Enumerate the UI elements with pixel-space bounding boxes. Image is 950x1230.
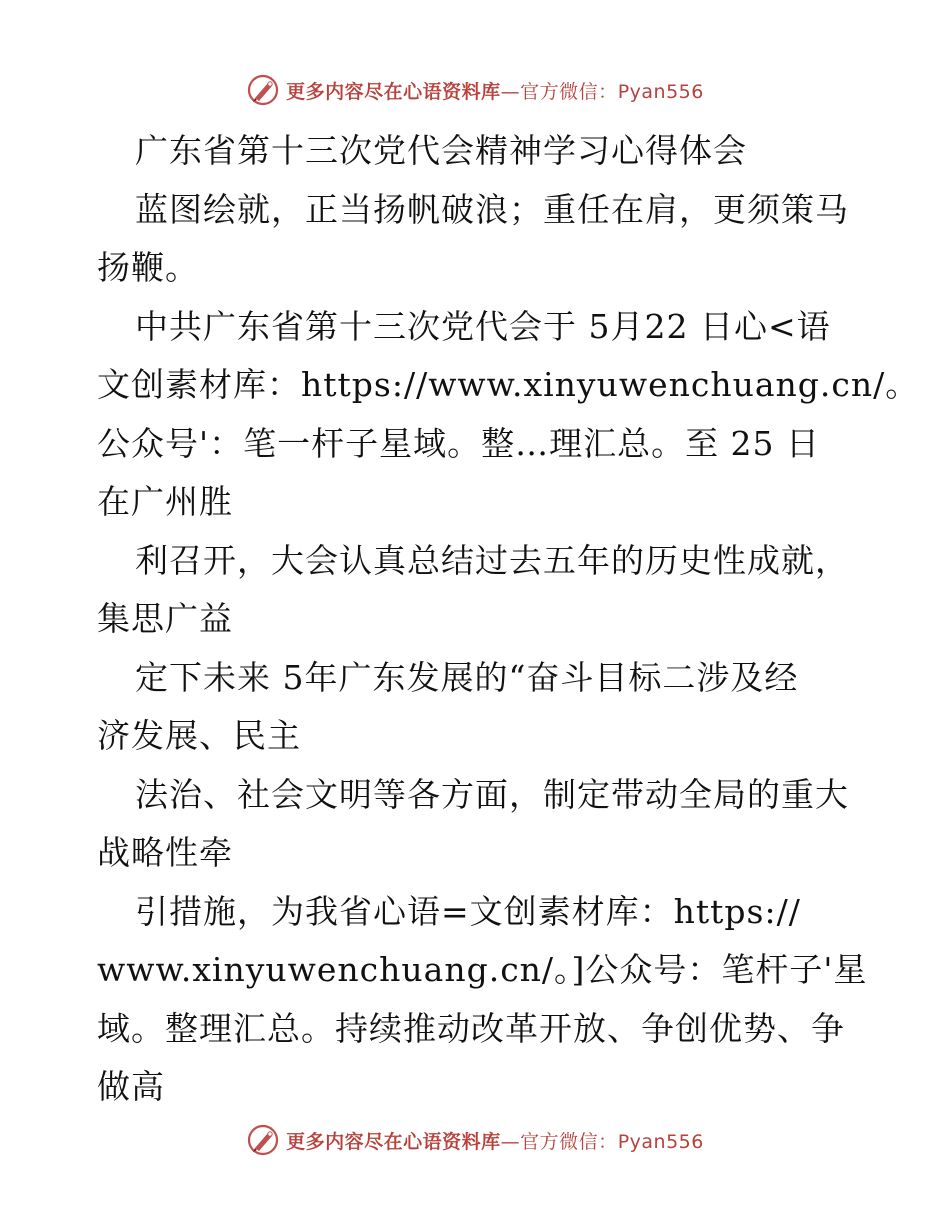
text-line: 公众号'：笔一杆子星域。整…理汇总。至 25 日 (97, 423, 821, 463)
banner-dash: — (500, 1130, 521, 1153)
banner-wechat-id: Pyan556 (617, 80, 704, 103)
banner-wechat-label: 官方微信： (520, 80, 618, 103)
text-line: 战略性牵 (97, 833, 233, 872)
banner-text (286, 1127, 704, 1154)
text-line: 文创素材库：https://www.xinyuwenchuang.cn/。 (97, 365, 920, 404)
banner-text (286, 77, 704, 104)
text-line: 引措施，为我省心语=文创素材库：https:// (135, 891, 801, 931)
text-line: 利召开，大会认真总结过去五年的历史性成就， (135, 540, 849, 580)
text-line: 做高 (97, 1067, 165, 1106)
text-line: 蓝图绘就，正当扬帆破浪；重任在肩，更须策马 (135, 189, 849, 229)
banner-wechat-id: Pyan556 (617, 1130, 704, 1153)
document-body (97, 122, 920, 1117)
text-line: www.xinyuwenchuang.cn/。]公众号：笔杆子'星 (97, 950, 868, 989)
pen-logo-icon (246, 73, 280, 107)
pen-logo-icon (246, 1123, 280, 1157)
banner-main-text: 更多内容尽在心语资料库 (286, 1130, 501, 1153)
document-title: 广东省第十三次党代会精神学习心得体会 (135, 131, 747, 170)
footer-banner (0, 1120, 950, 1160)
text-line: 定下未来 5年广东发展的“奋斗目标二涉及经 (135, 657, 799, 697)
banner-main-text: 更多内容尽在心语资料库 (286, 80, 501, 103)
text-line: 扬鞭。 (97, 248, 199, 287)
header-banner (0, 70, 950, 110)
banner-wechat-label: 官方微信： (520, 1130, 618, 1153)
text-line: 中共广东省第十三次党代会于 5月22 日心<语 (135, 306, 831, 346)
banner-dash: — (500, 80, 521, 103)
text-line: 法治、社会文明等各方面，制定带动全局的重大 (135, 774, 849, 814)
text-line: 域。整理汇总。持续推动改革开放、争创优势、争 (97, 1008, 845, 1048)
text-line: 集思广益 (97, 599, 233, 638)
text-line: 在广州胜 (97, 482, 233, 521)
text-line: 济发展、民主 (97, 716, 301, 755)
